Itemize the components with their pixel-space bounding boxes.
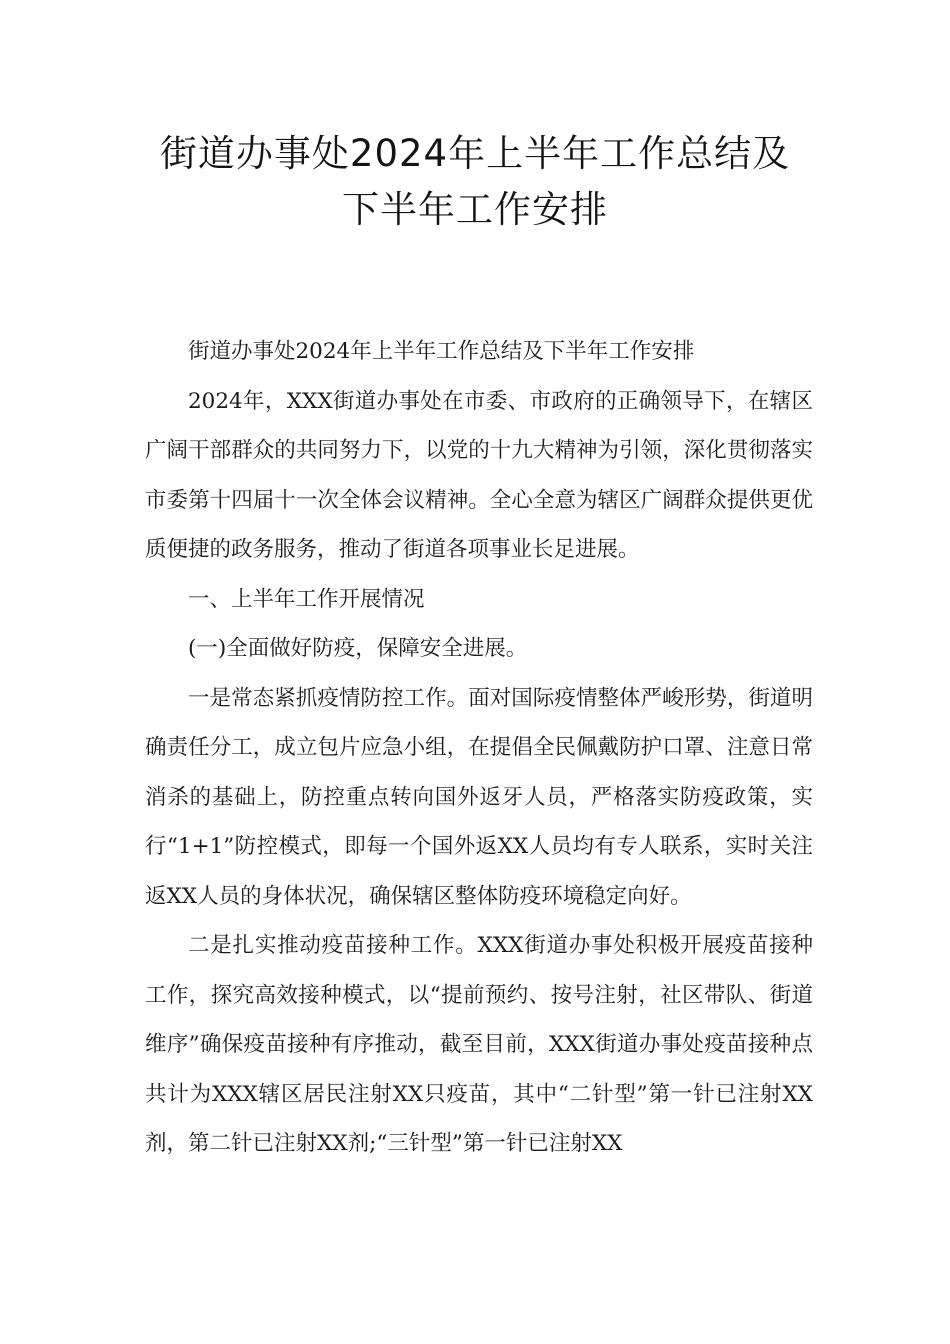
paragraph-intro: 2024年，XXX街道办事处在市委、市政府的正确领导下，在辖区广阔干部群众的共同努力下，以党的十九大精神为引领，深化贯彻落实市委第十四届十一次全体会议精神。全心全意为辖区广阔群众提供更优质便捷的政务服务，推动了街道各项事业长足进展。 [145, 388, 813, 562]
subsection-heading: (一)全面做好防疫，保障安全进展。 [188, 636, 528, 661]
paragraph-vaccination: 二是扎实推动疫苗接种工作。XXX街道办事处积极开展疫苗接种工作，探究高效接种模式，以“提前预约、按号注射，社区带队、街道维序”确保疫苗接种有序推动，截至目前，XXX街道办事处疫苗接种点共计为XXX辖区居民注射XX只疫苗，其中“二针型”第一针已注射XX剂，第二针已注射XX剂;“三针型”第一针已注射XX [145, 933, 813, 1156]
section-heading: 一、上半年工作开展情况 [188, 586, 425, 612]
paragraph-epidemic-control: 一是常态紧抓疫情防控工作。面对国际疫情整体严峻形势，街道明确责任分工，成立包片应急小组，在提倡全民佩戴防护口罩、注意日常消杀的基础上，防控重点转向国外返牙人员，严格落实防疫政策，实行“1+1”防控模式，即每一个国外返XX人员均有专人联系，实时关注返XX人员的身体状况，确保辖区整体防疫环境稳定向好。 [145, 685, 813, 909]
document-body [145, 327, 813, 1169]
document-title [0, 126, 950, 238]
title-line-1: 街道办事处2024年上半年工作总结及 [159, 132, 791, 175]
title-line-2: 下半年工作安排 [342, 188, 608, 231]
paragraph-repeat-title: 街道办事处2024年上半年工作总结及下半年工作安排 [188, 339, 695, 364]
